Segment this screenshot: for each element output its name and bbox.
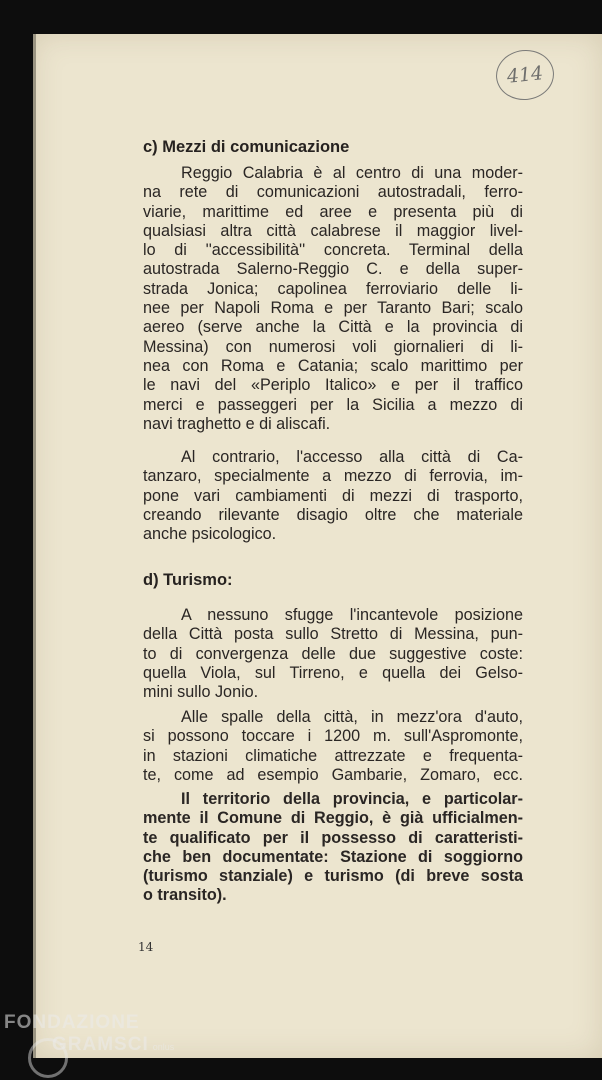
text-line: anche psicologico. bbox=[143, 525, 277, 544]
text-line: na rete di comunicazioni autostradali, ferro- bbox=[143, 183, 523, 202]
text-line: nea con Roma e Catania; scalo marittimo per bbox=[143, 356, 523, 375]
section-d-paragraph-1 bbox=[143, 606, 523, 702]
watermark-line-1: FONDAZIONE bbox=[4, 1012, 140, 1033]
section-d-paragraph-3 bbox=[143, 790, 523, 906]
text-line: qualsiasi altra città calabrese il maggior livel- bbox=[143, 221, 523, 240]
text-line: che ben documentate: Stazione di soggiorno bbox=[143, 847, 523, 866]
text-line: aereo (serve anche la Città e la provincia di bbox=[143, 318, 523, 337]
text-line: in stazioni climatiche attrezzate e frequenta- bbox=[143, 746, 523, 765]
text-line: o transito). bbox=[143, 886, 227, 905]
text-line: navi traghetto e di aliscafi. bbox=[143, 414, 331, 433]
text-line: lo di ''accessibilità'' concreta. Terminal della bbox=[143, 241, 523, 260]
text-line: creando rilevante disagio oltre che materiale bbox=[143, 505, 523, 524]
page-binding-edge bbox=[33, 34, 36, 1058]
text-line: della Città posta sullo Stretto di Messina, pun- bbox=[143, 625, 523, 644]
text-line: viarie, marittime ed aree e presenta più di bbox=[143, 202, 523, 221]
text-line: mini sullo Jonio. bbox=[143, 683, 259, 702]
text-line: strada Jonica; capolinea ferroviario delle li- bbox=[143, 279, 523, 298]
text-line: quella Viola, sul Tirreno, e quella dei Gelso- bbox=[143, 663, 523, 682]
section-c-heading: c) Mezzi di comunicazione bbox=[143, 138, 350, 156]
text-line: te, come ad esempio Gambarie, Zomaro, ecc. bbox=[143, 765, 523, 784]
text-line: Il territorio della provincia, e particolar- bbox=[181, 790, 523, 808]
text-line: (turismo stanziale) e turismo (di breve sosta bbox=[143, 867, 523, 886]
watermark-suffix: onlus bbox=[152, 1042, 175, 1052]
text-line: A nessuno sfugge l'incantevole posizione bbox=[181, 606, 523, 624]
text-line: si possono toccare i 1200 m. sull'Aspromonte, bbox=[143, 727, 523, 746]
watermark-line-2 bbox=[4, 1034, 174, 1058]
text-line: Al contrario, l'accesso alla città di Ca- bbox=[181, 448, 523, 466]
text-line: tanzaro, specialmente a mezzo di ferrovia, im- bbox=[143, 467, 523, 486]
section-c-paragraph-1 bbox=[143, 164, 523, 434]
text-line: mente il Comune di Reggio, è già ufficialmen- bbox=[143, 809, 523, 828]
text-line: autostrada Salerno-Reggio C. e della super- bbox=[143, 260, 523, 279]
text-line: te qualificato per il possesso di caratteristi- bbox=[143, 828, 523, 847]
watermark-name: GRAMSCI bbox=[52, 1034, 149, 1055]
text-line: pone vari cambiamenti di mezzi di trasporto, bbox=[143, 486, 523, 505]
text-line: merci e passeggeri per la Sicilia a mezzo di bbox=[143, 395, 523, 414]
page-number: 14 bbox=[138, 940, 154, 954]
text-line: nee per Napoli Roma e per Taranto Bari; scalo bbox=[143, 299, 523, 318]
text-line: Alle spalle della città, in mezz'ora d'auto, bbox=[181, 708, 523, 726]
text-line: Messina) con numerosi voli giornalieri di li- bbox=[143, 337, 523, 356]
section-c-paragraph-2 bbox=[143, 448, 523, 544]
text-line: Reggio Calabria è al centro di una moder- bbox=[181, 164, 523, 182]
fondazione-gramsci-watermark bbox=[4, 1012, 174, 1058]
handwritten-page-annotation: 414 bbox=[494, 47, 557, 103]
section-d-paragraph-2 bbox=[143, 708, 523, 785]
section-d-heading: d) Turismo: bbox=[143, 571, 233, 589]
text-line: le navi del «Periplo Italico» e per il traffico bbox=[143, 376, 523, 395]
text-line: to di convergenza delle due suggestive coste: bbox=[143, 644, 523, 663]
